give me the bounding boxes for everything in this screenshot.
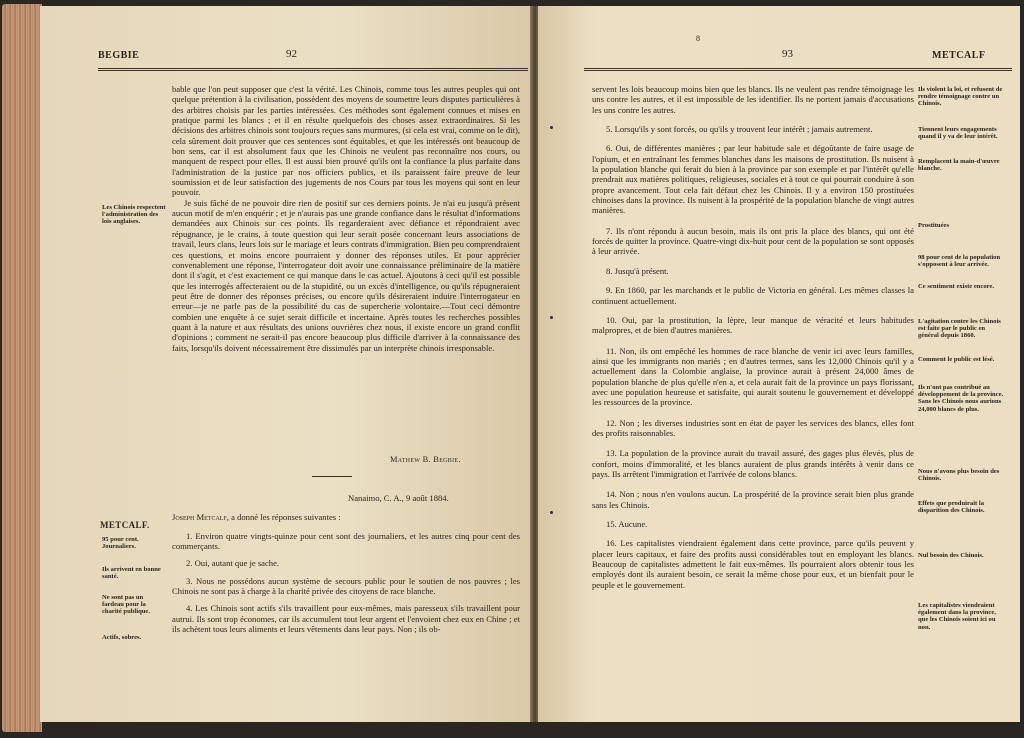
margin-note-right-2: Tiennent leurs engagements quand il y va de leur intérêt. xyxy=(918,126,998,141)
answer: 8. Jusqu'à présent. xyxy=(606,265,669,276)
answer: 7. Ils n'ont répondu à aucun besoin, mais ils ont pris la place des blancs, qui ont été forcés de quitter la province. Quatre-vingt dix-huit pour cent de la population se sont opposés à leur arrivée. xyxy=(592,225,914,257)
margin-mark xyxy=(550,316,553,319)
margin-note-right-3: Remplacent la main-d'œuvre blanche. xyxy=(918,158,1000,173)
answer: 12. Non ; les diverses industries sont en état de payer les services des blancs, elles font des profits raisonnables. xyxy=(592,417,914,438)
section-name: METCALF. xyxy=(100,520,150,530)
intro-text: a donné les réponses suivantes : xyxy=(228,512,341,522)
margin-note-right-4: Prostituées xyxy=(918,222,950,229)
signature: Mathew B. Begbie. xyxy=(390,455,461,464)
margin-answer-4: Actifs, sobres. xyxy=(102,634,142,641)
witness-name: Joseph Metcalf, xyxy=(172,512,229,522)
answer: 16. Les capitalistes viendraient également dans cette province, parce qu'ils peuvent y placer leurs capitaux, et faire des profits aussi considérables tout en employant les blancs. Beaucoup de capitalistes admettent le fait eux-mêmes. Ils pourraient alors obtenir tous les employés dont ils auraient besoin, ce serait la même chose pour eux, et un bienfait pour le peuple et le gouvernement. xyxy=(592,538,914,590)
paragraph: Je suis fâché de ne pouvoir dire rien de positif sur ces derniers points. Je n'ai eu jusqu'à présent aucun motif de m'en enquérir ; et je n'aurais pas une grande confiance dans le résultat d'informations demandées aux Chinois sur ces points. Ils regarderaient avec défiance et répondraient avec répugnance, je le crains, à toute question qui leur serait posée concernant leurs associations de travail, leurs clans, leurs lois sur le mariage et leurs contrats d'immigration. Bien peu comprendraient ces questions, et moins encore pourraient y donner des réponses utiles. Et pour apprécier convenablement une réponse, l'interrogateur doit avoir une connaissance préliminaire de la matière dont il s'agit, et c'est exactement ce qui manque dans le cas actuel. Ajoutons à ceci qu'il est possible que les interrogés affecteraient ou de la stupidité, ou un excès d'intelligence, ou qu'ils répugneraient peut être de donner des réponses précises, ou encore qu'ils désireraient induire l'interrogateur en erreur—je ne parle pas de la possibilité du cas de supercherie volontaire.—Tout ceci démontre combien une enquête à ce sujet serait difficile et incertaine. Après toutes les recherches possibles quant à la nature et aux résultats des unions ouvrières chez nous, il existe encore un grand conflit d'opinions ; comment ne serait-il pas encore beaucoup plus difficile d'arriver à la connaissance des faits, lorsqu'ils doivent nécessairement être dissimulés par un interprète chinois irresponsable. xyxy=(172,197,520,353)
page-number-left: 92 xyxy=(286,48,297,60)
margin-answer-3: Ne sont pas un fardeau pour la charité publique. xyxy=(102,594,150,616)
margin-note-right-5: 98 pour cent de la population s'opposent à leur arrivée. xyxy=(918,254,1001,269)
margin-answer-2: Ils arrivent en bonne santé. xyxy=(102,566,161,581)
margin-answer-1: 95 pour cent. Journaliers. xyxy=(102,536,139,551)
answer: 11. Non, ils ont empêché les hommes de race blanche de venir ici avec leurs familles, ainsi que les immigrants non mariés ; en d'autres termes, sans les 12,000 Chinois qu'il y a actuellement dans la Colombie anglaise, la province aurait à présent 24,000 âmes de population blanche de plus qu'elle n'en a, et cela aurait fait de la province un pays florissant, avec une population heureuse et satisfaite, qui aurait soutenu le gouvernement et développé les ressources de la province. xyxy=(592,345,914,408)
margin-note-right-9: Ils n'ont pas contribué au développement de la province. Sans les Chinois nous aurions 24,000 blancs de plus. xyxy=(918,384,1004,413)
section-divider xyxy=(312,476,352,477)
margin-mark xyxy=(550,511,553,514)
dateline: Nanaimo, C. A., 9 août 1884. xyxy=(348,493,449,503)
right-body-text xyxy=(592,84,914,590)
paragraph: bable que l'on peut supposer que c'est la vérité. Les Chinois, comme tous les autres peuples qui ont quelque prétention à la civilisation, possèdent des moyens de soumettre leurs disputes particulières à des arbitres choisis par les parties intéressées. Ces méthodes sont également connues et mises en pratique parmi les blancs ; et il en résulte quelquefois des choses assez extraordinaires. Si les décisions des arbitres chinois sont toujours reçues sans murmures, (si cela est vrai, comme on le dit), cela sûrement doit prouver que ces sentences sont équitables, et que les intéressés ont beaucoup de bon sens, car il est absolument faux que les Chinois ne veulent pas reconnaître nos cours, ou manquent de respect pour elles. Il est aussi bien prouvé qu'ils ont la confiance la plus parfaite dans l'administration de la justice par nos officiers publics, et ils paraissent faire preuve de leur soumission et de leur satisfaction des jugements de nos Cours par tous les moyens qui sont en leur pouvoir. xyxy=(172,84,520,198)
witness-intro xyxy=(172,512,520,522)
margin-mark xyxy=(550,126,553,129)
answer: 15. Aucune. xyxy=(606,519,648,529)
paragraph: servent les lois beaucoup moins bien que les blancs. Ils ne veulent pas rendre témoignage les uns contre les autres, et il est impossible de les identifier. Ils ne portent jamais d'accusations les uns contre les autres. xyxy=(592,84,914,115)
answer: 6. Oui, de différentes manières ; par leur habitude sale et dégoûtante de faire usage de l'opium, et en entraînant les femmes blanches dans les maisons de prostitution. Ils nuisent à la population blanche qui ferait du bien à la province par son exemple et par l'intérêt qu'elle prendrait aux matières politiques, religieuses, sociales et à tout ce qui pourrait conduire à son propre avancement. Tout cela fait défaut chez les Chinois. Il y a environ 150 prostituées chinoises dans la province. Ils nuisent à la prospérité de la population blanche de vingt autres manières. xyxy=(592,143,914,216)
answer: 3. Nous ne possédons aucun système de secours public pour le soutien de nos pauvres ; les Chinois ne sont pas à charge à la charité privée des citoyens de race blanche. xyxy=(172,575,520,596)
margin-note-right-7: L'agitation contre les Chinois est faite par le public en général depuis 1860. xyxy=(918,318,1001,340)
answer: 4. Les Chinois sont actifs s'ils travaillent pour eux-mêmes, mais paresseux s'ils travaillent pour autrui. Ils sont trop économes, car ils accumulent tout leur argent et l'envoient chez eux en Chine ; et ils achètent tous leurs aliments et leurs vêtements dans leur pays. Non ; ils ob- xyxy=(172,603,520,634)
margin-note-right-12: Nul besoin des Chinois. xyxy=(918,552,984,559)
answer: 10. Oui, par la prostitution, la lèpre, leur manque de véracité et leurs habitudes malpropres, et de bien d'autres manières. xyxy=(592,314,914,336)
margin-note-right-8: Comment le public est lésé. xyxy=(918,356,995,363)
running-header-left: BEGBIE xyxy=(98,50,140,61)
margin-note-right-11: Effets que produirait la disparition des Chinois. xyxy=(918,500,985,515)
margin-note-right-13: Les capitalistes viendraient également dans la province, que les Chinois soient ici ou non. xyxy=(918,602,996,631)
header-rule-right xyxy=(584,68,1012,71)
left-answers xyxy=(172,525,520,634)
signature-mark: 8 xyxy=(696,34,700,43)
left-body-text xyxy=(172,84,520,353)
answer: 14. Non ; nous n'en voulons aucun. La prospérité de la province serait bien plus grande sans les Chinois. xyxy=(592,489,914,510)
answer: 5. Lorsqu'ils y sont forcés, ou qu'ils y trouvent leur intérêt ; jamais autrement. xyxy=(606,124,873,135)
margin-note-right-1: Ils violent la loi, et refusent de rendre témoignage contre un Chinois. xyxy=(918,86,1003,108)
margin-note-right-6: Ce sentiment existe encore. xyxy=(918,283,995,290)
left-page xyxy=(40,6,532,722)
margin-note-right-10: Nous n'avons plus besoin des Chinois. xyxy=(918,468,1000,483)
answer: 9. En 1860, par les marchands et le public de Victoria en général. Les mêmes classes la continuent actuellement. xyxy=(592,285,914,306)
answer: 13. La population de la province aurait du travail assuré, des gages plus élevés, plus de confort, moins d'immoralité, et les blancs auraient de plus grands intérêts à venir dans ce pays. Ils arrêtent l'immigration et l'arrivée de colons blancs. xyxy=(592,448,914,479)
page-number-right: 93 xyxy=(782,48,793,60)
right-page xyxy=(538,6,1020,722)
header-rule-left xyxy=(98,68,528,71)
answer: 2. Oui, autant que je sache. xyxy=(186,558,280,569)
page-edges xyxy=(2,4,42,732)
margin-note-left-1: Les Chinois respectent l'administration des lois anglaises. xyxy=(102,204,166,226)
answer: 1. Environ quatre vingts-quinze pour cent sont des journaliers, et les autres cinq pour cent des commerçants. xyxy=(172,530,520,551)
running-header-right: METCALF xyxy=(932,50,986,61)
